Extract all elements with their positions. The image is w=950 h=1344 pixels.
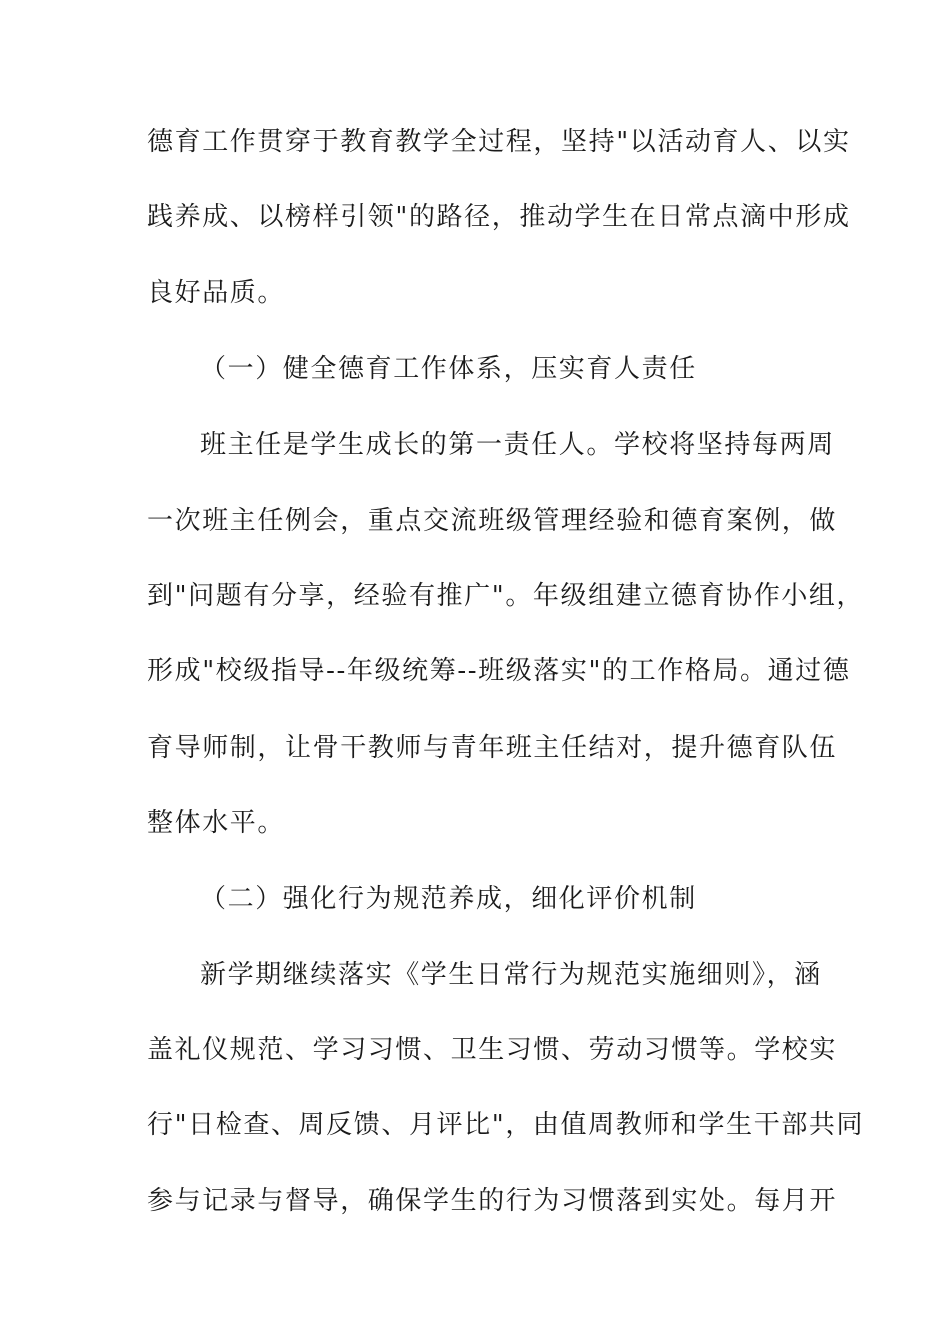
section-heading-1: （一）健全德育工作体系，压实育人责任 [200,354,697,384]
paragraph-line: 育导师制，让骨干教师与青年班主任结对，提升德育队伍 [147,733,838,763]
paragraph-line: 整体水平。 [147,808,286,838]
section-heading-2: （二）强化行为规范养成，细化评价机制 [200,884,697,914]
paragraph-line: 践养成、以榜样引领"的路径，推动学生在日常点滴中形成 [147,202,851,232]
paragraph-line: 形成"校级指导--年级统筹--班级落实"的工作格局。通过德 [147,656,851,686]
paragraph-line: 到"问题有分享，经验有推广"。年级组建立德育协作小组， [147,581,865,611]
paragraph-line: 参与记录与督导，确保学生的行为习惯落到实处。每月开 [147,1186,838,1216]
paragraph-line: 德育工作贯穿于教育教学全过程，坚持"以活动育人、以实 [147,127,851,157]
paragraph-line: 良好品质。 [147,278,286,308]
paragraph-line: 班主任是学生成长的第一责任人。学校将坚持每两周 [200,430,835,460]
paragraph-line: 行"日检查、周反馈、月评比"，由值周教师和学生干部共同 [147,1110,865,1140]
paragraph-line: 一次班主任例会，重点交流班级管理经验和德育案例，做 [147,506,838,536]
paragraph-line: 新学期继续落实《学生日常行为规范实施细则》，涵 [200,960,822,990]
paragraph-line: 盖礼仪规范、学习习惯、卫生习惯、劳动习惯等。学校实 [147,1035,838,1065]
